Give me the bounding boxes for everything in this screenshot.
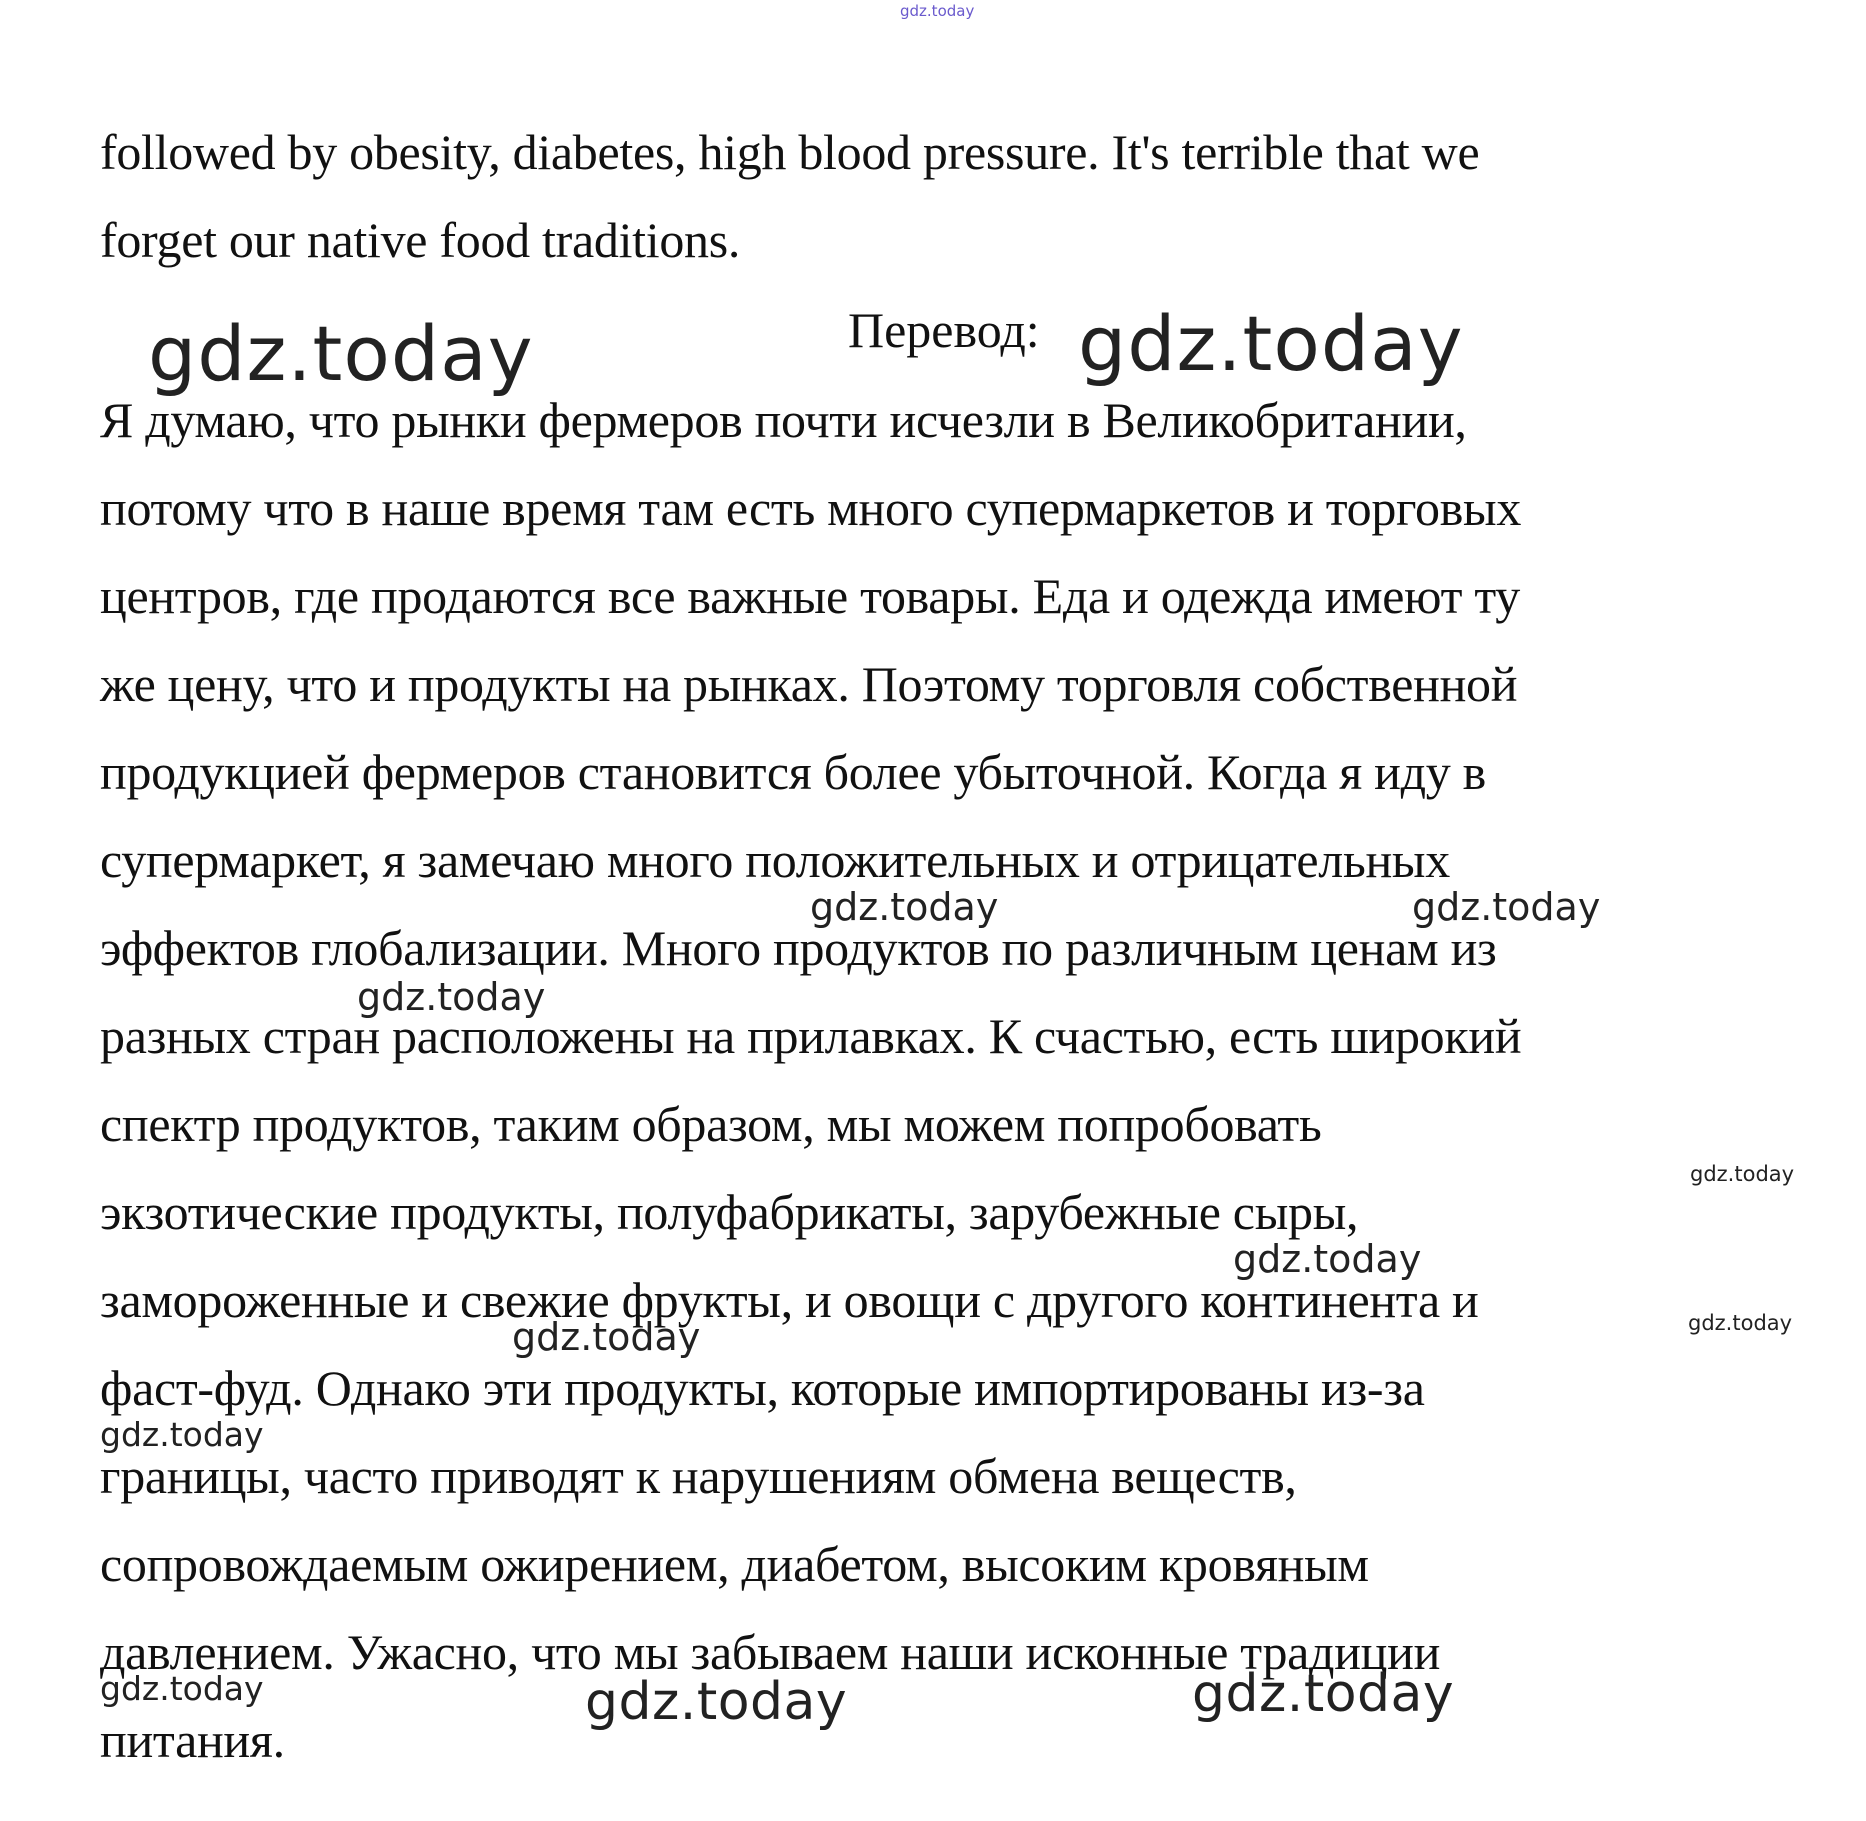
watermark-left-2: gdz.today [100,1669,264,1708]
translation-heading: Перевод: [848,302,1040,358]
watermark-small-right-2: gdz.today [1688,1311,1793,1335]
translation-line-14: сопровождаемым ожирением, диабетом, высоким кровяным [100,1536,1369,1592]
english-line-1: followed by obesity, diabetes, high blood pressure. It's terrible that we [100,124,1480,180]
watermark-mid-1: gdz.today [810,885,999,929]
translation-line-6: супермаркет, я замечаю много положительных и отрицательных [100,832,1450,888]
english-line-2: forget our native food traditions. [100,212,741,268]
translation-line-2: потому что в наше время там есть много супермаркетов и торговых [100,480,1522,536]
watermark-mid-3: gdz.today [357,975,546,1019]
watermark-bottom-2: gdz.today [1192,1664,1455,1724]
watermark-left-1: gdz.today [100,1415,264,1454]
watermark-small-right-1: gdz.today [1690,1162,1795,1186]
translation-line-13: границы, часто приводят к нарушениям обмена веществ, [100,1448,1297,1504]
watermark-left-heading: gdz.today [148,309,534,398]
translation-line-5: продукцией фермеров становится более убыточной. Когда я иду в [100,744,1486,800]
translation-line-3: центров, где продаются все важные товары. Еда и одежда имеют ту [100,568,1520,624]
watermark-mid-4: gdz.today [1233,1237,1422,1281]
translation-line-15: давлением. Ужасно, что мы забываем наши исконные традиции [100,1624,1441,1680]
translation-line-16: питания. [100,1712,285,1768]
watermark-top: gdz.today [900,2,975,20]
translation-line-9: спектр продуктов, таким образом, мы можем попробовать [100,1096,1322,1152]
translation-line-11: замороженные и свежие фрукты, и овощи с другого континента и [100,1272,1479,1328]
translation-line-10: экзотические продукты, полуфабрикаты, зарубежные сыры, [100,1184,1359,1240]
watermark-mid-2: gdz.today [1412,885,1601,929]
watermark-right-heading: gdz.today [1078,299,1464,388]
translation-line-7: эффектов глобализации. Много продуктов по различным ценам из [100,920,1497,976]
watermark-bottom-1: gdz.today [585,1672,848,1732]
translation-line-1: Я думаю, что рынки фермеров почти исчезли в Великобритании, [100,392,1467,448]
translation-line-8: разных стран расположены на прилавках. К счастью, есть широкий [100,1008,1522,1064]
translation-line-12: фаст-фуд. Однако эти продукты, которые импортированы из-за [100,1360,1425,1416]
translation-line-4: же цену, что и продукты на рынках. Поэтому торговля собственной [100,656,1518,712]
watermark-mid-5: gdz.today [512,1315,701,1359]
